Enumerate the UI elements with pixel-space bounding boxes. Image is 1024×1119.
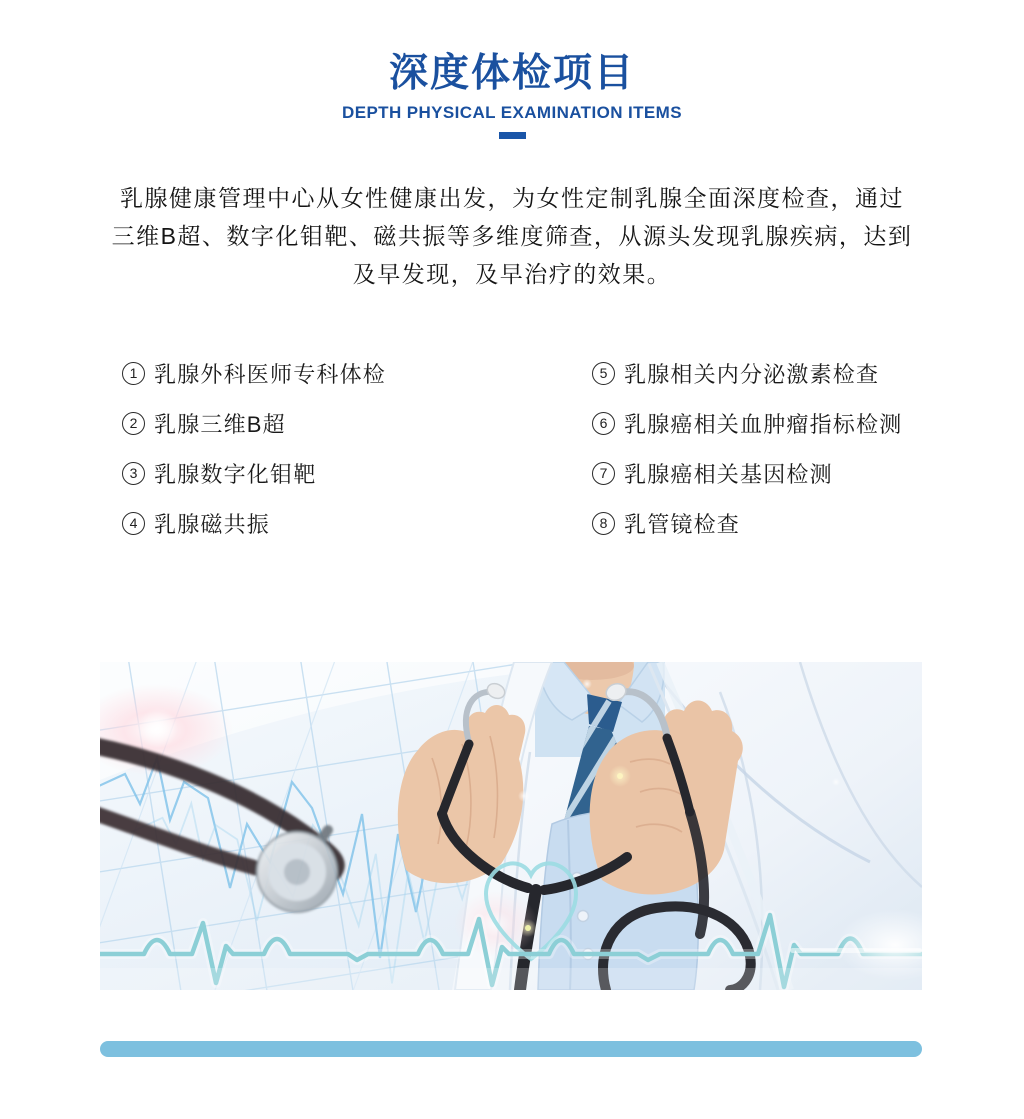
exam-item-4 (122, 510, 386, 536)
item-label: 乳腺癌相关基因检测 (624, 461, 833, 487)
item-number-badge: 7 (592, 462, 615, 485)
intro-paragraph (87, 179, 937, 293)
lens-flare-core (138, 708, 178, 748)
title-accent-dash (499, 132, 526, 139)
bottom-fade (100, 968, 922, 990)
exam-item-1 (122, 360, 386, 386)
exam-item-7 (592, 460, 902, 486)
item-number-badge: 5 (592, 362, 615, 385)
intro-line-2: 三维B超、数字化钼靶、磁共振等多维度筛查，从源头发现乳腺疾病，达到 (111, 223, 913, 249)
page-subtitle: DEPTH PHYSICAL EXAMINATION ITEMS (342, 103, 682, 122)
intro-line-3: 及早发现，及早治疗的效果。 (352, 261, 672, 287)
item-number-badge: 8 (592, 512, 615, 535)
intro-line-1: 乳腺健康管理中心从女性健康出发，为女性定制乳腺全面深度检查，通过 (120, 185, 904, 211)
item-number-badge: 1 (122, 362, 145, 385)
exam-item-6 (592, 410, 902, 436)
item-label: 乳管镜检查 (624, 511, 741, 537)
item-label: 乳腺癌相关血肿瘤指标检测 (624, 411, 903, 437)
page-title: 深度体检项目 (388, 52, 635, 95)
exam-item-8 (592, 510, 902, 536)
item-label: 乳腺数字化钼靶 (154, 461, 317, 487)
exam-list-right-column (592, 360, 902, 560)
item-label: 乳腺相关内分泌激素检查 (624, 361, 880, 387)
exam-item-3 (122, 460, 386, 486)
exam-list-left-column (122, 360, 386, 560)
item-number-badge: 6 (592, 412, 615, 435)
doctor-stethoscope-photo (100, 662, 922, 990)
item-label: 乳腺三维B超 (154, 411, 286, 437)
section-divider-bar (100, 1041, 922, 1057)
exam-item-2 (122, 410, 386, 436)
item-number-badge: 4 (122, 512, 145, 535)
item-label: 乳腺外科医师专科体检 (154, 361, 387, 387)
exam-item-5 (592, 360, 902, 386)
item-number-badge: 2 (122, 412, 145, 435)
item-label: 乳腺磁共振 (154, 511, 271, 537)
item-number-badge: 3 (122, 462, 145, 485)
doctor-stethoscope-illustration (100, 662, 922, 990)
